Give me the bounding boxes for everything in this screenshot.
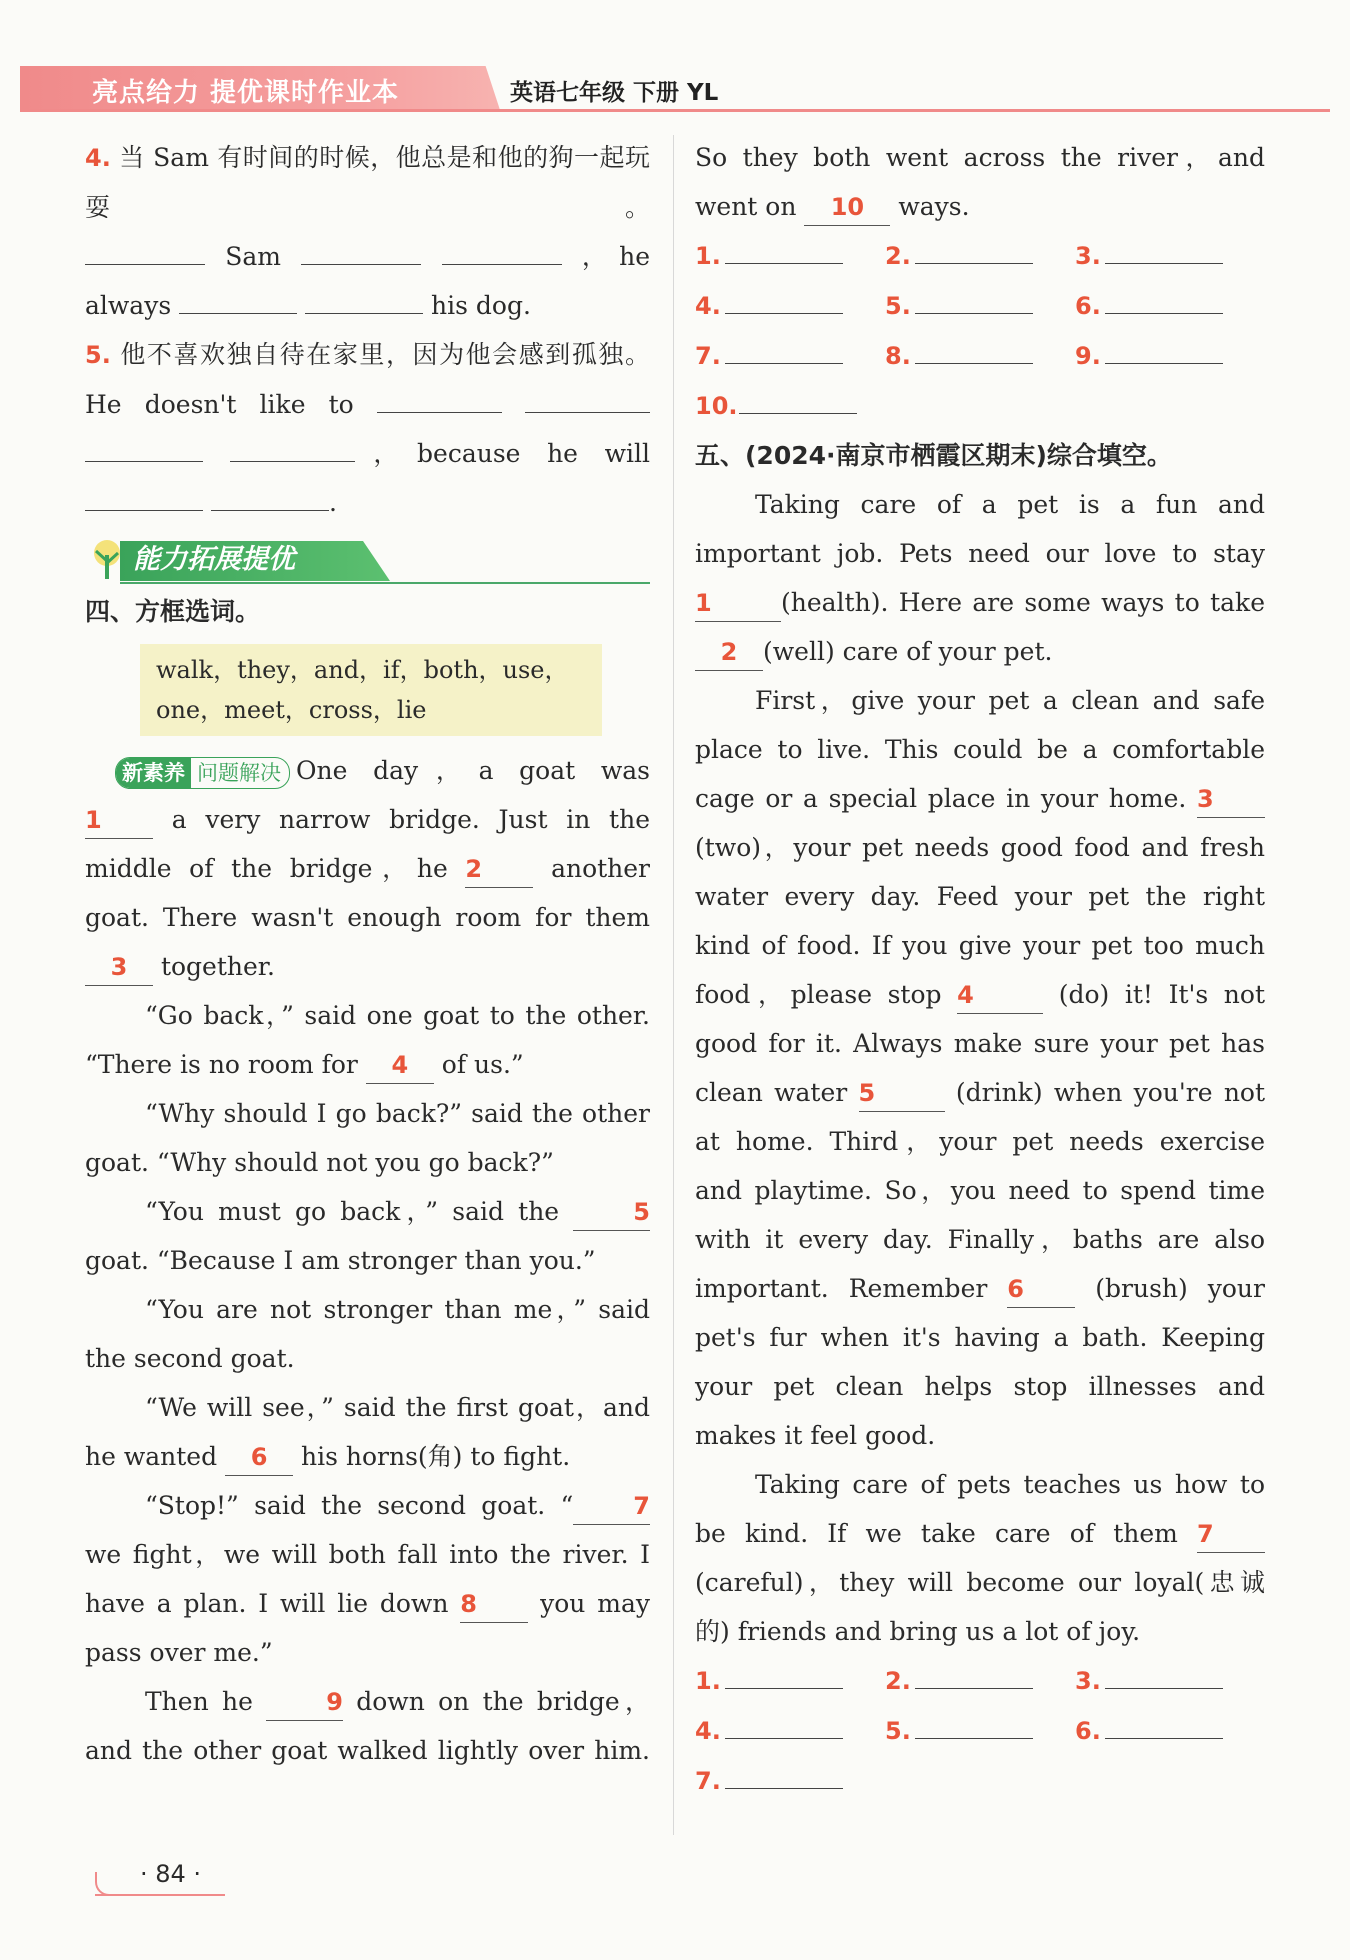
q5-blank[interactable] (525, 382, 650, 413)
p5-blank-1[interactable]: 1 (695, 585, 781, 622)
q5-line3: . (85, 478, 650, 527)
q5-blank[interactable] (377, 382, 502, 413)
answer-field[interactable] (915, 333, 1033, 364)
passage5-line: food，please stop 4 (do) it! It's not (695, 970, 1265, 1019)
part5-title: 五、(2024·南京市栖霞区期末)综合填空。 (695, 441, 1172, 470)
blank-7[interactable]: 7 (573, 1488, 650, 1525)
answer-field[interactable] (915, 1658, 1033, 1689)
passage4-line: pass over me.” (85, 1638, 273, 1667)
page-number: · 84 · (140, 1860, 202, 1888)
page-footer (95, 1858, 225, 1898)
header-subtitle: 英语七年级 下册 YL (510, 80, 719, 106)
answer-field[interactable] (915, 233, 1033, 264)
answer-field[interactable] (1105, 1658, 1223, 1689)
q5-line2: ，because he will (85, 429, 650, 478)
passage4-line: “Why should I go back?” said the other (145, 1099, 650, 1128)
right-column (695, 133, 1265, 1806)
passage5-line: clean water 5 (drink) when you're not (695, 1068, 1265, 1117)
passage4-line: “You are not stronger than me，” said (145, 1295, 650, 1324)
passage5-line: First，give your pet a clean and safe (755, 686, 1265, 715)
passage4-line: goat. There wasn't enough room for them (85, 903, 650, 932)
p5-blank-5[interactable]: 5 (859, 1075, 945, 1112)
passage5-line: place to live. This could be a comfortable (695, 735, 1265, 764)
q5-blank[interactable] (85, 480, 203, 511)
answer-field[interactable] (915, 1708, 1033, 1739)
passage4-line: 新素养 问题解决 One day，a goat was (85, 746, 650, 795)
part4-answer-grid: 1. 2. 3. 4. 5. 6. 7. 8. 9. 10. (695, 231, 1265, 431)
passage5-line: 1 (health). Here are some ways to take (695, 578, 1265, 627)
q4-text: 4. 当 Sam 有时间的时候，他总是和他的狗一起玩耍。 (85, 143, 650, 222)
passage5-line: makes it feel good. (695, 1421, 936, 1450)
q5-blank[interactable] (211, 480, 329, 511)
passage5-line: pet's fur when it's having a bath. Keeping (695, 1323, 1265, 1352)
q4-line2: always his dog. (85, 281, 650, 330)
answer-field[interactable] (725, 283, 843, 314)
passage5-line: at home. Third，your pet needs exercise (695, 1127, 1265, 1156)
passage5-line: and playtime. So，you need to spend time (695, 1176, 1265, 1205)
passage4-line: “Stop!” said the second goat. “ 7 (85, 1481, 650, 1530)
footer-ornament (95, 1872, 125, 1896)
blank-8[interactable]: 8 (460, 1586, 528, 1623)
passage4-line: “You must go back，” said the 5 (85, 1187, 650, 1236)
passage5-line: 2 (well) care of your pet. (695, 627, 1265, 676)
passage5-line: with it every day. Finally，baths are also (695, 1225, 1265, 1254)
p5-blank-4[interactable]: 4 (957, 977, 1043, 1014)
passage4-line: goat. “Because I am stronger than you.” (85, 1246, 596, 1275)
p5-blank-6[interactable]: 6 (1007, 1271, 1075, 1308)
p5-blank-2[interactable]: 2 (695, 634, 763, 671)
left-column (85, 133, 650, 1775)
column-divider (673, 135, 674, 1835)
passage5-line: cage or a special place in your home. 3 (695, 774, 1265, 823)
q4-line1: Sam ，he (85, 232, 650, 281)
passage5-line: your pet clean helps stop illnesses and (695, 1372, 1265, 1401)
q4-blank[interactable] (179, 283, 297, 314)
answer-field[interactable] (725, 1708, 843, 1739)
passage4-line: we fight，we will both fall into the river. I (85, 1540, 650, 1569)
passage5-line: (two)，your pet needs good food and fresh (695, 833, 1265, 862)
passage4-line: went on 10 ways. (695, 182, 1265, 231)
blank-6[interactable]: 6 (225, 1439, 293, 1476)
passage4-line: So they both went across the river，and (695, 143, 1265, 172)
passage4-line: 3 together. (85, 942, 650, 991)
q5-blank[interactable] (85, 431, 203, 462)
passage5-line: be kind. If we take care of them 7 (695, 1509, 1265, 1558)
passage4-line: and the other goat walked lightly over him. (85, 1736, 650, 1765)
passage4-line: middle of the bridge，he 2 another (85, 844, 650, 893)
passage4-line: the second goat. (85, 1344, 295, 1373)
q5-blank[interactable] (230, 431, 355, 462)
passage5-line: (careful)，they will become our loyal(忠诚 (695, 1568, 1265, 1597)
passage5-line: Taking care of a pet is a fun and (755, 490, 1265, 519)
blank-2[interactable]: 2 (465, 851, 533, 888)
blank-5[interactable]: 5 (573, 1194, 650, 1231)
blank-9[interactable]: 9 (266, 1684, 343, 1721)
part5-answer-grid: 1. 2. 3. 4. 5. 6. 7. (695, 1656, 1265, 1806)
blank-1[interactable]: 1 (85, 802, 153, 839)
answer-field[interactable] (1105, 333, 1223, 364)
q4-blank[interactable] (85, 234, 205, 265)
header-brand: 亮点给力 提优课时作业本 (92, 78, 400, 108)
blank-3[interactable]: 3 (85, 949, 153, 986)
answer-field[interactable] (725, 233, 843, 264)
passage4-line: 1 a very narrow bridge. Just in the (85, 795, 650, 844)
q4-blank[interactable] (305, 283, 423, 314)
q5-text: 5. 他不喜欢独自待在家里，因为他会感到孤独。 (85, 340, 650, 369)
passage4-line: goat. “Why should not you go back?” (85, 1148, 554, 1177)
section-banner (85, 535, 650, 587)
passage5-line: important. Remember 6 (brush) your (695, 1264, 1265, 1313)
blank-4[interactable]: 4 (366, 1047, 434, 1084)
passage5-line: Taking care of pets teaches us how to (755, 1470, 1265, 1499)
passage5-line: important job. Pets need our love to stay (695, 539, 1265, 568)
part4-title: 四、方框选词。 (85, 597, 261, 626)
p5-blank-7[interactable]: 7 (1197, 1516, 1265, 1553)
answer-field[interactable] (725, 1658, 843, 1689)
answer-field[interactable] (725, 333, 843, 364)
passage5-line: good for it. Always make sure your pet has (695, 1029, 1265, 1058)
answer-field[interactable] (725, 1758, 843, 1789)
passage4-line: “There is no room for 4 of us.” (85, 1040, 650, 1089)
p5-blank-3[interactable]: 3 (1197, 781, 1265, 818)
passage5-line: 的) friends and bring us a lot of joy. (695, 1617, 1141, 1646)
header-rule (20, 109, 1330, 112)
q4-blank[interactable] (301, 234, 421, 265)
passage5-line: kind of food. If you give your pet too much (695, 931, 1265, 960)
q4-blank[interactable] (442, 234, 562, 265)
passage4-line: he wanted 6 his horns(角) to fight. (85, 1432, 650, 1481)
new-literacy-badge: 新素养 问题解决 (115, 757, 290, 789)
passage4-line: have a plan. I will lie down 8 you may (85, 1579, 650, 1628)
blank-10[interactable]: 10 (804, 189, 890, 226)
answer-field[interactable] (1105, 1708, 1223, 1739)
word-box: walk，they，and，if，both，use， one，meet，cross，lie (140, 644, 602, 736)
passage5-line: water every day. Feed your pet the right (695, 882, 1265, 911)
answer-field[interactable] (915, 283, 1033, 314)
passage4-line: “Go back，” said one goat to the other. (145, 1001, 650, 1030)
q5-line1: He doesn't like to (85, 380, 650, 429)
answer-field[interactable] (1105, 283, 1223, 314)
answer-field[interactable] (1105, 233, 1223, 264)
passage4-line: Then he 9 down on the bridge， (85, 1677, 650, 1726)
page-header (20, 66, 1330, 110)
answer-field[interactable] (739, 383, 857, 414)
section-banner-label: 能力拓展提优 (133, 544, 295, 575)
passage4-line: “We will see，” said the first goat，and (145, 1393, 650, 1422)
